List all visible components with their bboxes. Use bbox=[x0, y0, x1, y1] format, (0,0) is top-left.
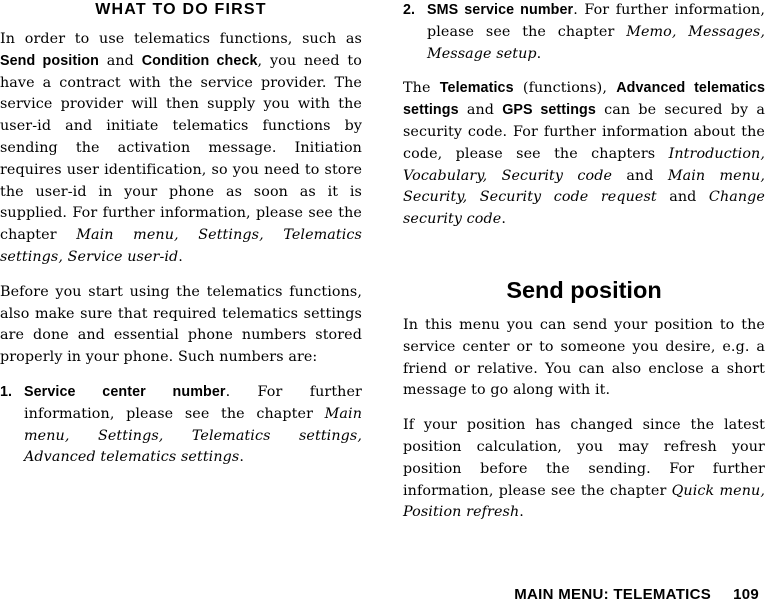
chapter-reference: Introduction, Vocabulary, Security code bbox=[403, 145, 765, 184]
text: and bbox=[656, 189, 709, 206]
text: . bbox=[501, 211, 506, 228]
text: can be secured by a security code. For further information about the code, please see the chapters bbox=[403, 102, 765, 162]
intro-paragraph bbox=[0, 29, 362, 269]
text: (functions), bbox=[513, 80, 617, 97]
section-heading: WHAT TO DO FIRST bbox=[95, 1, 267, 18]
text: and bbox=[612, 167, 668, 184]
text: and bbox=[458, 102, 503, 119]
term-sms-service-number: SMS service number bbox=[427, 2, 574, 18]
text: . bbox=[178, 248, 183, 265]
text: . bbox=[239, 449, 244, 466]
text: If your position has changed since the latest position calculation, you may refresh your position before the sending. For further information, please see the chapter bbox=[403, 417, 765, 499]
term-telematics: Telematics bbox=[439, 80, 514, 97]
chapter-reference: Main menu, Settings, Telematics settings, Advanced telematics settings bbox=[24, 405, 362, 466]
list-item-text bbox=[24, 382, 362, 469]
page-number: 109 bbox=[733, 586, 759, 603]
footer-section-title: MAIN MENU: TELEMATICS bbox=[514, 586, 712, 603]
chapter-reference: Main menu, Settings, Telematics settings, Service user-id bbox=[0, 227, 362, 265]
text: . For further information, please see the chapter bbox=[427, 2, 765, 40]
chapter-reference: Quick menu, Position refresh bbox=[403, 482, 765, 521]
term-gps-settings: GPS settings bbox=[502, 102, 596, 119]
chapter-reference: Main menu, Security, Security code request bbox=[403, 167, 765, 206]
text: In order to use telematics functions, such as bbox=[0, 31, 362, 47]
list-item bbox=[0, 382, 362, 469]
text: , you need to have a contract with the service provider. The service provider will then supply you with the user-id and initiate telematics functions by sending the activation message. Initiation requires user identification, so you need to store the user-id in your phone as soon as it is supplied. For further information, please see the chapter bbox=[0, 52, 362, 244]
subsection-heading: Send position bbox=[506, 276, 662, 303]
refresh-paragraph bbox=[403, 415, 765, 524]
left-column bbox=[0, 0, 362, 482]
text: and bbox=[98, 52, 142, 69]
chapter-reference: Change security code bbox=[403, 189, 765, 228]
text: The bbox=[403, 80, 440, 97]
text: . bbox=[519, 504, 524, 521]
list-item-text bbox=[427, 0, 765, 65]
page-footer bbox=[514, 586, 759, 604]
list-number: 1. bbox=[0, 383, 12, 400]
term-condition-check: Condition check bbox=[141, 52, 258, 69]
term-service-center-number: Service center number bbox=[24, 383, 226, 400]
right-column bbox=[403, 0, 765, 537]
list-number: 2. bbox=[403, 2, 415, 18]
term-send-position: Send position bbox=[0, 52, 99, 69]
send-position-paragraph: In this menu you can send your position to the service center or to someone you desire, e.g. a friend or relative. You can also enclose a short message to go along with it. bbox=[403, 316, 765, 399]
term-advanced-telematics-settings: Advanced telematics settings bbox=[403, 80, 766, 119]
security-paragraph bbox=[403, 78, 765, 231]
text: . bbox=[536, 45, 542, 62]
text: . For further information, please see the chapter bbox=[24, 383, 362, 422]
list-item bbox=[403, 0, 765, 65]
settings-paragraph: Before you start using the telematics functions, also make sure that required telematics settings are done and essential phone numbers stored properly in your phone. Such numbers are: bbox=[0, 283, 362, 366]
chapter-reference: Memo, Messages, Message setup bbox=[427, 23, 765, 62]
